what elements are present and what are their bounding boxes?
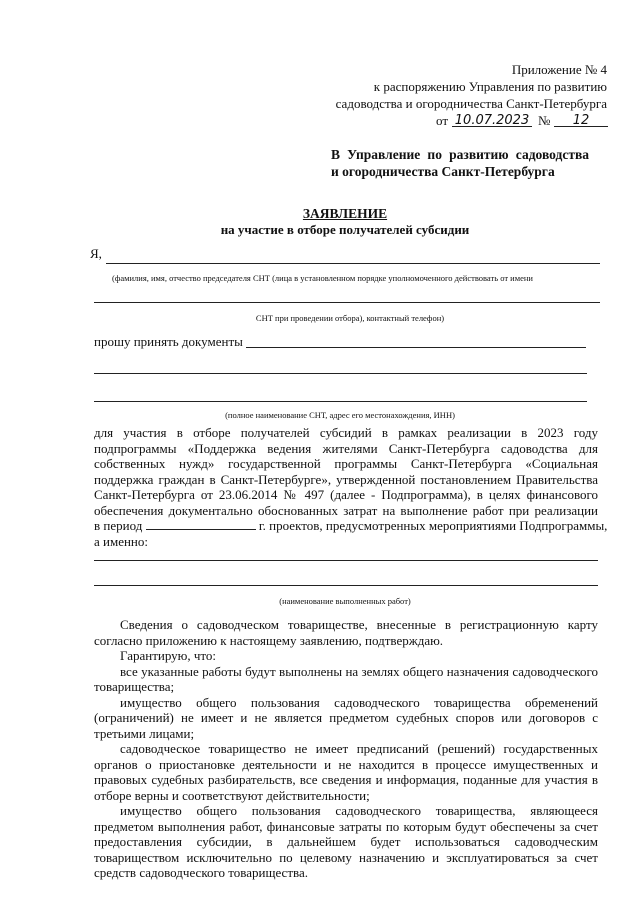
para1-line2: подпрограммы «Поддержка ведения жителями Санкт-Петербурга садоводства для — [94, 440, 598, 456]
i-label: Я, — [90, 246, 102, 261]
name-input-line-2[interactable] — [94, 302, 600, 303]
documents-input-line[interactable] — [246, 347, 586, 348]
paragraph-no-orders: садоводческое товарищество не имеет предписаний (решений) государственных органов о приостановке деятельности и не находится в процессе имущественных и правовых судебных разбирательств, все сведения и информация, поданные для участия в отборе верны и соответствуют действительности; — [94, 741, 598, 803]
paragraph-confirm: Сведения о садоводческом товариществе, внесенные в регистрационную карту согласно приложению к настоящему заявлению, подтверждаю. — [94, 617, 598, 648]
paragraph-property: имущество общего пользования садоводческого товарищества обременений (ограничений) не имеет и не является предметом судебных споров или договоров с третьими лицами; — [94, 694, 598, 741]
documents-input-line-2[interactable] — [94, 373, 587, 374]
paragraph-lands: все указанные работы будут выполнены на землях общего назначения садоводческого товарищества; — [94, 663, 598, 694]
appendix-line3: садоводства и огородничества Санкт-Петербурга — [335, 96, 607, 111]
para1-line6: обеспечения документально обоснованных затрат на выполнение работ при реализации — [94, 502, 598, 518]
period-label: в период — [94, 518, 143, 533]
period-input-line[interactable] — [146, 518, 256, 530]
document-title: ЗАЯВЛЕНИЕ — [302, 206, 388, 221]
para1-line8: а именно: — [94, 533, 148, 549]
name-input-line[interactable] — [106, 263, 600, 264]
appendix-number-underline — [554, 126, 608, 127]
request-label: прошу принять документы — [94, 334, 243, 349]
documents-input-line-3[interactable] — [94, 401, 587, 402]
appendix-line2: к распоряжению Управления по развитию — [373, 79, 607, 94]
caption-contact: СНТ при проведении отбора), контактный телефон) — [255, 313, 445, 323]
period-suffix: г. проектов, предусмотренных мероприятиями Подпрограммы, — [258, 518, 608, 533]
appendix-number: 12 — [572, 113, 590, 128]
participation-paragraph — [94, 425, 608, 549]
appendix-from-label: от — [436, 113, 449, 128]
para1-line4: поддержка граждан в Санкт-Петербурге», утвержденной постановлением Правительства — [94, 471, 598, 487]
appendix-title: Приложение № 4 — [511, 62, 607, 77]
works-input-line-2[interactable] — [94, 585, 598, 586]
para1-line7 — [94, 518, 608, 534]
guarantees-section — [94, 617, 598, 881]
appendix-date: 10.07.2023 — [454, 113, 530, 128]
addressee-line1: В Управление по развитию садоводства — [331, 147, 589, 162]
paragraph-usage: имущество общего пользования садоводческого товарищества, являющееся предметом выполнения работ, финансовые затраты по которым будут обеспечены за счет предоставления субсидии, в дальнейшем будет использоваться садоводческим товариществом исключительно по целевому назначению и эксплуатироваться за счет средств садоводческого товарищества. — [94, 803, 598, 880]
para1-line1: для участия в отборе получателей субсидий в рамках реализации в 2023 году — [94, 425, 598, 440]
appendix-number-label: № — [538, 113, 551, 128]
caption-snt: (полное наименование СНТ, адрес его местонахождения, ИНН) — [225, 410, 455, 420]
para1-line5: Санкт-Петербурга от 23.06.2014 № 497 (далее - Подпрограмма), в целях финансового — [94, 487, 598, 502]
addressee-line2: и огородничества Санкт-Петербурга — [331, 164, 555, 179]
document-subtitle: на участие в отборе получателей субсидии — [220, 222, 470, 237]
appendix-date-underline — [452, 126, 532, 127]
caption-works: (наименование выполненных работ) — [279, 596, 411, 606]
paragraph-guarantee: Гарантирую, что: — [120, 648, 217, 663]
caption-name: (фамилия, имя, отчество председателя СНТ (лица в установленном порядке уполномоченного действовать от имени — [112, 273, 533, 283]
para1-line3: собственных нужд» государственной программы Санкт-Петербурга «Социальная — [94, 456, 598, 471]
works-input-line[interactable] — [94, 560, 598, 561]
